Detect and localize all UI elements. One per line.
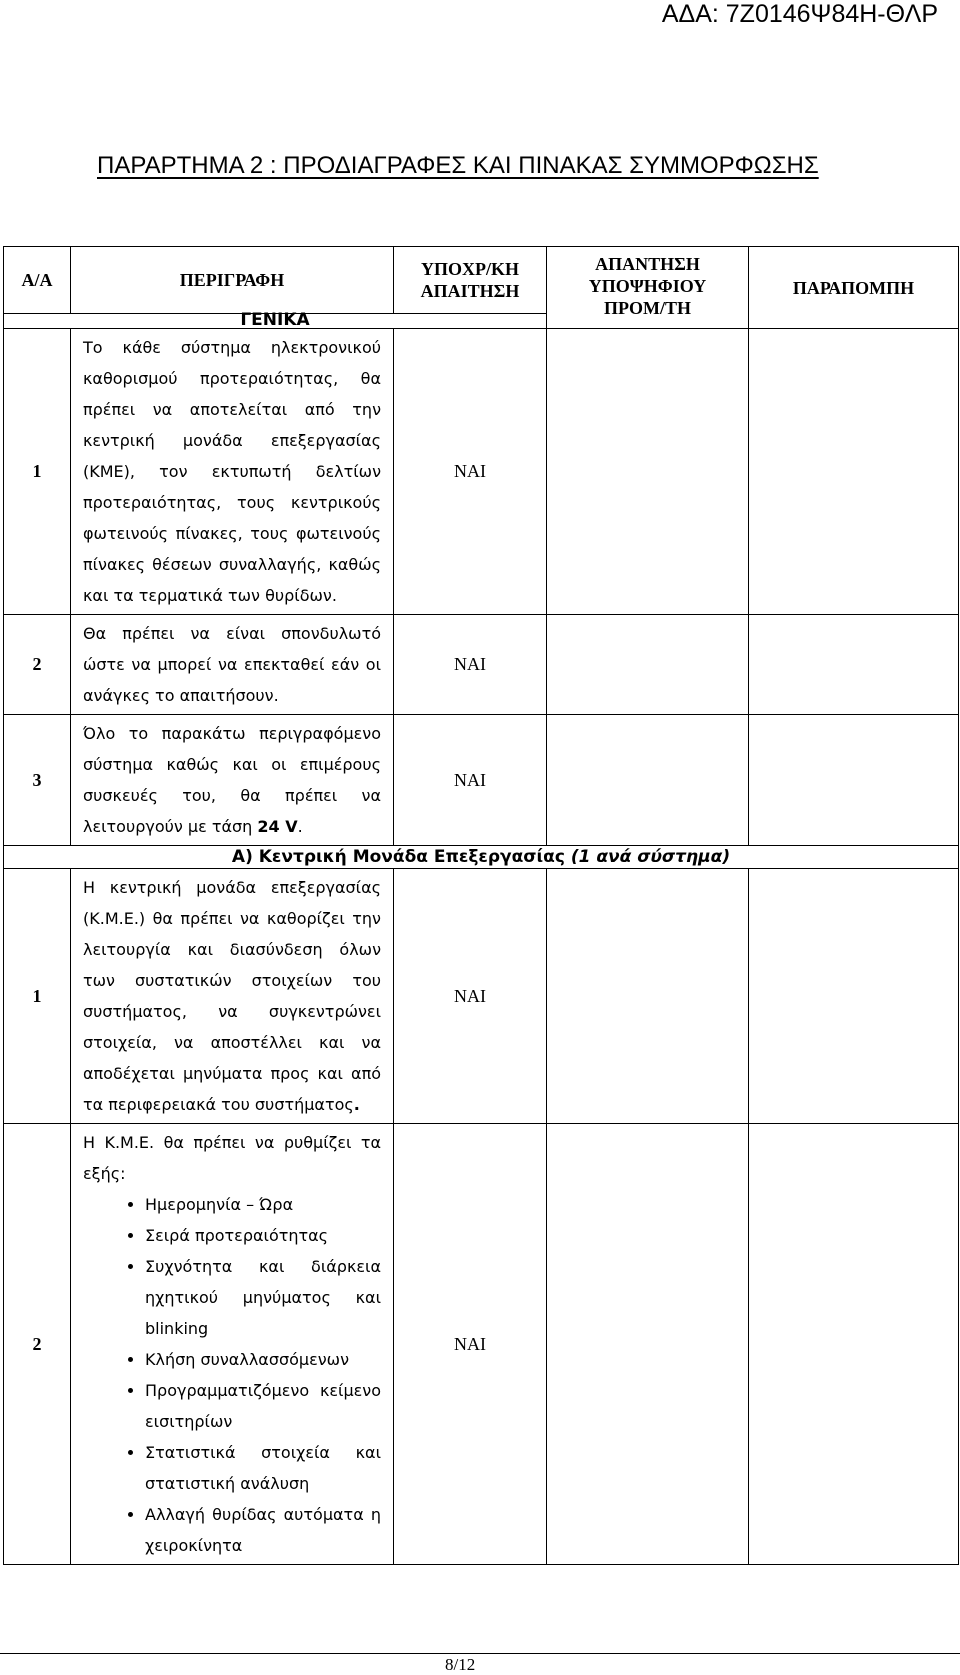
section-cpu-title: Α) Κεντρική Μονάδα Επεξεργασίας	[231, 847, 571, 867]
list-item: • Σειρά προτεραιότητας	[145, 1220, 381, 1251]
table-row	[4, 1124, 959, 1565]
section-general: ΓΕΝΙΚΑ	[4, 314, 547, 329]
header-answer-line1: ΑΠΑΝΤΗΣΗ	[595, 254, 700, 274]
header-description: ΠΕΡΙΓΡΑΦΗ	[71, 247, 394, 314]
header-requirement	[394, 247, 547, 314]
header-answer-line3: ΠΡΟΜ/ΤΗ	[604, 298, 691, 318]
row-reference	[749, 1124, 959, 1565]
row-description	[71, 1124, 394, 1565]
list-item: • Ημερομηνία – Ώρα	[145, 1189, 381, 1220]
header-aa: Α/Α	[4, 247, 71, 314]
row-description	[71, 715, 394, 846]
row-description-end: .	[353, 1095, 360, 1114]
header-requirement-line1: ΥΠΟΧΡ/ΚΗ	[421, 259, 519, 279]
table-row	[4, 869, 959, 1124]
row-number: 3	[4, 715, 71, 846]
list-item: • Στατιστικά στοιχεία και στατιστική ανάλυση	[145, 1437, 381, 1499]
row-requirement: ΝΑΙ	[394, 329, 547, 615]
section-cpu-note: (1 ανά σύστημα)	[570, 847, 731, 867]
table-row	[4, 329, 959, 615]
row-number: 1	[4, 869, 71, 1124]
page-number: 8/12	[445, 1655, 476, 1674]
row-description	[71, 869, 394, 1124]
row-reference	[749, 869, 959, 1124]
row-requirement: ΝΑΙ	[394, 1124, 547, 1565]
row-reference	[749, 715, 959, 846]
settings-list	[83, 1189, 381, 1561]
table-row	[4, 715, 959, 846]
voltage-value: 24 V	[257, 817, 298, 836]
row-answer	[547, 715, 749, 846]
table-header-row	[4, 247, 959, 314]
header-answer	[547, 247, 749, 329]
section-cpu	[4, 846, 959, 869]
table-row	[4, 615, 959, 715]
ada-code: ΑΔΑ: 7Ζ0146Ψ84Η-ΘΛΡ	[661, 0, 938, 28]
row-requirement: ΝΑΙ	[394, 869, 547, 1124]
list-item: • Κλήση συναλλασσόμενων	[145, 1344, 381, 1375]
row-description-text: Όλο το παρακάτω περιγραφόμενο σύστημα καθώς και οι επιμέρους συσκευές του, θα πρέπει να λειτουργούν με τάση	[83, 724, 381, 836]
header-answer-line2: ΥΠΟΨΗΦΙΟΥ	[588, 276, 707, 296]
row-description-end: .	[297, 817, 303, 836]
list-item: • Αλλαγή θυρίδας αυτόματα η χειροκίνητα	[145, 1499, 381, 1561]
row-description-intro: Η Κ.Μ.Ε. θα πρέπει να ρυθμίζει τα εξής:	[83, 1133, 381, 1183]
row-answer	[547, 1124, 749, 1565]
header-requirement-line2: ΑΠΑΙΤΗΣΗ	[420, 281, 520, 301]
row-requirement: ΝΑΙ	[394, 615, 547, 715]
row-description: Το κάθε σύστημα ηλεκτρονικού καθορισμού προτεραιότητας, θα πρέπει να αποτελείται από την κεντρική μονάδα επεξεργασίας (ΚΜΕ), τον εκτυπωτή δελτίων προτεραιότητας, τους κεντρικούς φωτεινούς πίνακες, τους φωτεινούς πίνακες θέσεων συναλλαγής, καθώς και τα τερματικά των θυρίδων.	[71, 329, 394, 615]
row-answer	[547, 329, 749, 615]
row-number: 1	[4, 329, 71, 615]
row-number: 2	[4, 615, 71, 715]
list-item: • Συχνότητα και διάρκεια ηχητικού μηνύματος και blinking	[145, 1251, 381, 1344]
list-item: • Προγραμματιζόμενο κείμενο εισιτηρίων	[145, 1375, 381, 1437]
page-title: ΠΑΡΑΡΤΗΜΑ 2 : ΠΡΟΔΙΑΓΡΑΦΕΣ ΚΑΙ ΠΙΝΑΚΑΣ ΣΥΜΜΟΡΦΩΣΗΣ	[97, 152, 819, 179]
row-reference	[749, 615, 959, 715]
row-reference	[749, 329, 959, 615]
row-answer	[547, 869, 749, 1124]
section-cpu-row	[4, 846, 959, 869]
row-description: Θα πρέπει να είναι σπονδυλωτό ώστε να μπορεί να επεκταθεί εάν οι ανάγκες το απαιτήσουν.	[71, 615, 394, 715]
row-answer	[547, 615, 749, 715]
row-requirement: ΝΑΙ	[394, 715, 547, 846]
row-number: 2	[4, 1124, 71, 1565]
compliance-table	[3, 246, 959, 1565]
row-description-text: Η κεντρική μονάδα επεξεργασίας (Κ.Μ.Ε.) θα πρέπει να καθορίζει την λειτουργία και διασύνδεση όλων των συστατικών στοιχείων του συστήματος, να συγκεντρώνει στοιχεία, να αποστέλλει και να αποδέχεται μηνύματα προς και από τα περιφερειακά του συστήματος	[83, 878, 381, 1114]
header-reference: ΠΑΡΑΠΟΜΠΗ	[749, 247, 959, 329]
footer-divider	[0, 1653, 960, 1654]
